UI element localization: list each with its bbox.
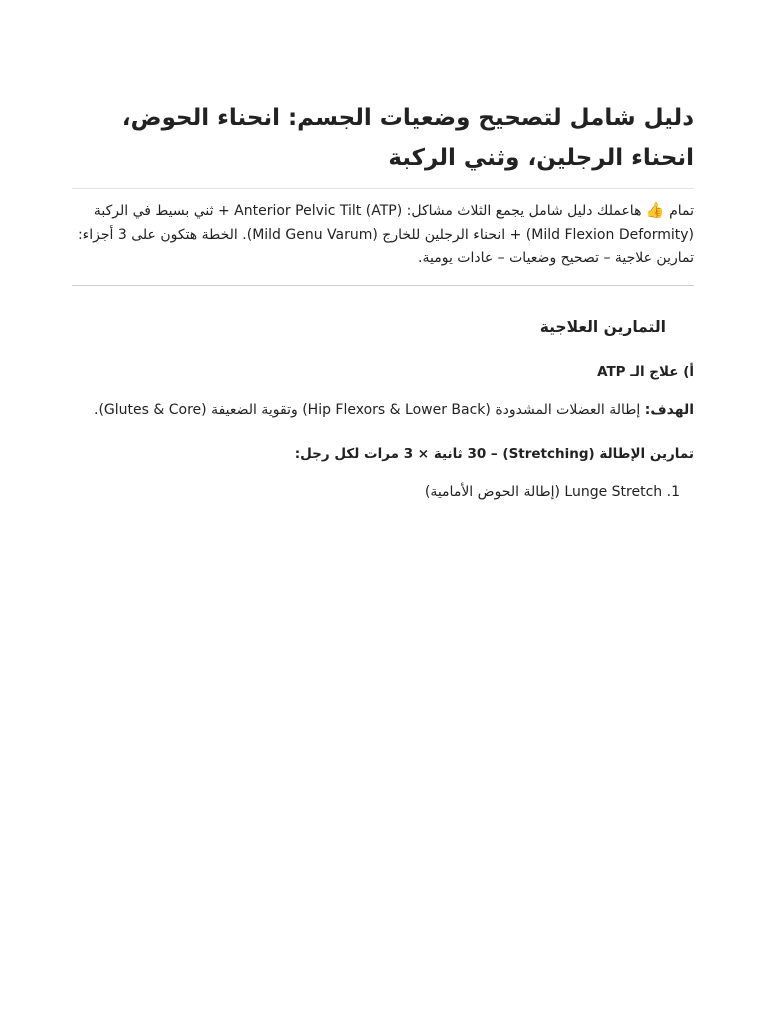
stretch-list xyxy=(72,480,694,504)
goal-paragraph xyxy=(72,398,694,422)
intro-line-2: (Mild Flexion Deformity) + انحناء الرجلين للخارج (Mild Genu Varum). الخطة هتكون على 3 أجزاء: xyxy=(77,226,694,243)
intro-line-1 xyxy=(72,199,694,224)
title-divider xyxy=(72,188,694,189)
intro-paragraph xyxy=(72,199,694,271)
document-page xyxy=(72,98,694,504)
thumbs-up-icon: 👍 xyxy=(645,201,665,219)
page-title: دليل شامل لتصحيح وضعيات الجسم: انحناء الحوض، انحناء الرجلين، وثني الركبة xyxy=(121,105,694,171)
intro-line-3: تمارين علاجية – تصحيح وضعيات – عادات يومية. xyxy=(418,250,694,266)
section-divider xyxy=(72,285,694,286)
intro-word-tamam: تمام xyxy=(669,203,694,219)
intro-line-1-text: هاعملك دليل شامل يجمع الثلاث مشاكل: Anterior Pelvic Tilt (ATP) + ثني بسيط في الركبة xyxy=(93,203,642,219)
stretching-heading: تمارين الإطالة (Stretching) – 30 ثانية × 3 مرات لكل رجل: xyxy=(294,445,694,462)
goal-text: إطالة العضلات المشدودة (Hip Flexors & Lower Back) وتقوية الضعيفة (Glutes & Core). xyxy=(94,401,641,418)
subheading-atp: أ) علاج الـ ATP xyxy=(597,363,694,380)
section-heading-exercises: التمارين العلاجية xyxy=(539,317,666,336)
list-item: 1. Lunge Stretch (إطالة الحوض الأمامية) xyxy=(424,483,680,500)
goal-label: الهدف: xyxy=(644,401,694,418)
